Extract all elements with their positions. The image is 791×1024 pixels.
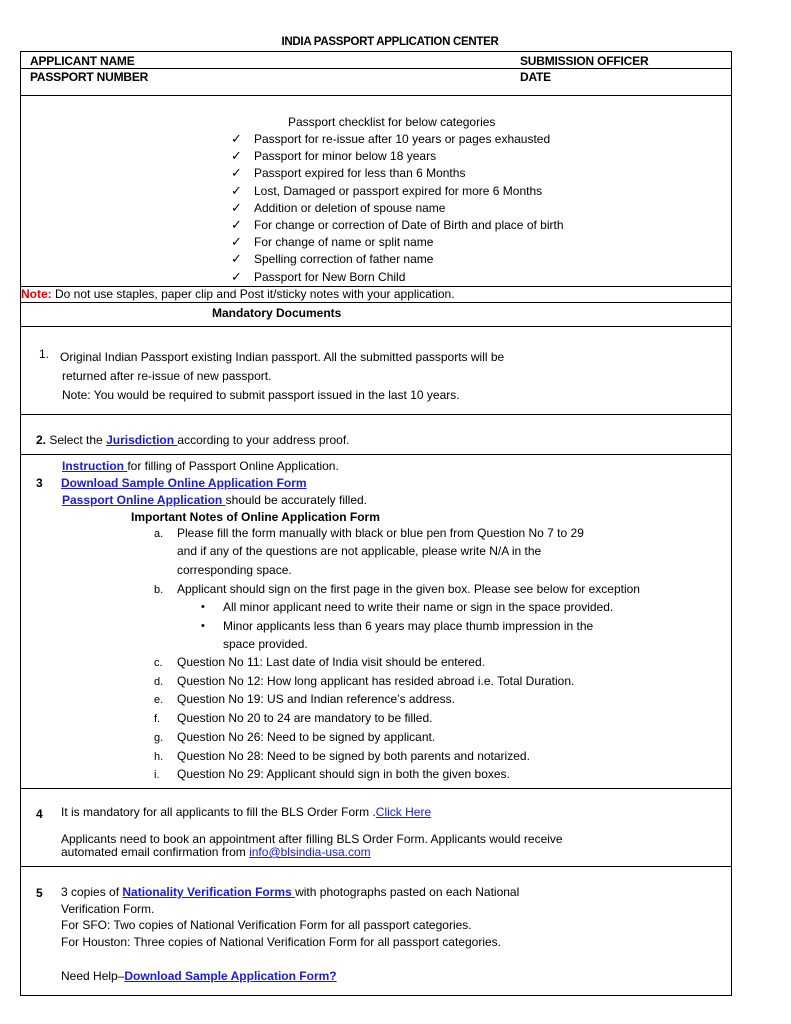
note-letter: g.	[154, 732, 164, 744]
checklist-item: Passport expired for less than 6 Months	[254, 166, 466, 180]
note-b-sub-2-line-1: Minor applicants less than 6 years may place thumb impression in the	[223, 619, 594, 633]
checklist-item: Passport for minor below 18 years	[254, 149, 437, 163]
need-help-line	[61, 969, 337, 983]
item-4-text: It is mandatory for all applicants to fill the BLS Order Form .	[61, 805, 376, 819]
item-2-suffix: according to your address proof.	[177, 433, 350, 447]
email-link[interactable]: info@blsindia-usa.com	[249, 845, 371, 859]
item-5-number: 5	[36, 886, 43, 900]
passport-online-application-link[interactable]: Passport Online Application	[62, 493, 226, 507]
divider	[20, 95, 732, 96]
note-a-letter: a.	[154, 528, 164, 540]
note-text: Question No 11: Last date of India visit should be entered.	[177, 655, 485, 669]
checklist-item: For change of name or split name	[254, 235, 434, 249]
item-5-prefix: 3 copies of	[61, 885, 123, 899]
item-1-line-1: Original Indian Passport existing Indian passport. All the submitted passports will be	[60, 350, 505, 364]
online-application-line	[62, 493, 367, 507]
note-label: Note:	[21, 287, 52, 301]
submission-officer-label: SUBMISSION OFFICER	[520, 54, 649, 68]
item-1-line-3: Note: You would be required to submit passport issued in the last 10 years.	[62, 388, 460, 402]
checkmark-icon: ✓	[231, 148, 242, 163]
note-text: Do not use staples, paper clip and Post it/sticky notes with your application.	[51, 287, 455, 301]
download-sample-application-form-link[interactable]: Download Sample Application Form?	[124, 969, 337, 983]
item-3-number: 3	[36, 476, 43, 490]
note-letter: h.	[154, 751, 164, 763]
passport-number-label: PASSPORT NUMBER	[30, 70, 149, 84]
item-2-number: 2.	[36, 433, 47, 447]
note-text: Question No 26: Need to be signed by applicant.	[177, 730, 436, 744]
divider	[20, 866, 732, 867]
item-4-line-1	[61, 805, 431, 819]
note-line	[21, 287, 455, 301]
item-5-suffix: with photographs pasted on each National	[295, 885, 520, 899]
divider	[20, 454, 732, 455]
checklist-item: Spelling correction of father name	[254, 252, 434, 266]
item-4-number: 4	[36, 807, 43, 821]
checkmark-icon: ✓	[231, 165, 242, 180]
important-notes-heading: Important Notes of Online Application Form	[131, 510, 380, 524]
note-text: Question No 12: How long applicant has resided abroad i.e. Total Duration.	[177, 674, 575, 688]
note-letter: c.	[154, 657, 163, 669]
note-a-line-2: and if any of the questions are not applicable, please write N/A in the	[177, 544, 542, 558]
divider	[20, 302, 732, 303]
bullet-icon: •	[201, 620, 205, 632]
item-1-number: 1.	[39, 347, 50, 361]
checkmark-icon: ✓	[231, 200, 242, 215]
checklist-item: For change or correction of Date of Birth and place of birth	[254, 218, 564, 232]
page-title: INDIA PASSPORT APPLICATION CENTER	[281, 36, 499, 48]
applicant-name-label: APPLICANT NAME	[30, 54, 135, 68]
checklist-item: Addition or deletion of spouse name	[254, 201, 446, 215]
note-text: Question No 28: Need to be signed by both parents and notarized.	[177, 749, 530, 763]
click-here-link[interactable]: Click Here	[375, 805, 432, 819]
checklist-item: Passport for re-issue after 10 years or pages exhausted	[254, 132, 551, 146]
checkmark-icon: ✓	[231, 217, 242, 232]
bullet-icon: •	[201, 601, 205, 613]
note-b-line-1: Applicant should sign on the first page in the given box. Please see below for exception	[177, 582, 640, 596]
checklist-heading: Passport checklist for below categories	[288, 115, 496, 129]
checkmark-icon: ✓	[231, 251, 242, 266]
note-letter: i.	[154, 769, 160, 781]
item-5-line-4: For Houston: Three copies of National Verification Form for all passport categories.	[61, 935, 501, 949]
checkmark-icon: ✓	[231, 183, 242, 198]
note-letter: d.	[154, 676, 164, 688]
item-4-email-prefix: automated email confirmation from	[61, 845, 250, 859]
note-a-line-1: Please fill the form manually with black or blue pen from Question No 7 to 29	[177, 526, 584, 540]
item-4-line-2: Applicants need to book an appointment after filling BLS Order Form. Applicants would receive	[61, 832, 563, 846]
divider	[20, 788, 732, 789]
checkmark-icon: ✓	[231, 131, 242, 146]
note-text: Question No 19: US and Indian reference’s address.	[177, 692, 455, 706]
checkmark-icon: ✓	[231, 234, 242, 249]
note-b-sub-1: All minor applicant need to write their name or sign in the space provided.	[223, 600, 614, 614]
item-1-line-2: returned after re-issue of new passport.	[62, 369, 272, 383]
item-4-line-3	[61, 845, 371, 859]
checkmark-icon: ✓	[231, 269, 242, 284]
checklist-item: Lost, Damaged or passport expired for more 6 Months	[254, 184, 543, 198]
note-text: Question No 20 to 24 are mandatory to be filled.	[177, 711, 433, 725]
item-5-line-2: Verification Form.	[61, 902, 155, 916]
divider	[20, 326, 732, 327]
note-letter: f.	[154, 713, 161, 725]
note-a-line-3: corresponding space.	[177, 563, 292, 577]
need-help-prefix: Need Help–	[61, 969, 125, 983]
divider	[20, 414, 732, 415]
item-5-line-1	[61, 885, 519, 899]
item-2-prefix: Select the	[46, 433, 107, 447]
jurisdiction-link[interactable]: Jurisdiction	[106, 433, 178, 447]
divider	[20, 68, 732, 69]
instruction-link[interactable]: Instruction	[62, 459, 128, 473]
item-2-line	[36, 433, 350, 447]
mandatory-documents-heading: Mandatory Documents	[212, 306, 342, 320]
date-label: DATE	[520, 70, 551, 84]
instruction-line	[62, 459, 339, 473]
instruction-text: for filling of Passport Online Application.	[127, 459, 339, 473]
note-text: Question No 29: Applicant should sign in both the given boxes.	[177, 767, 510, 781]
checklist-item: Passport for New Born Child	[254, 270, 406, 284]
item-5-line-3: For SFO: Two copies of National Verification Form for all passport categories.	[61, 918, 472, 932]
nationality-verification-forms-link[interactable]: Nationality Verification Forms	[122, 885, 296, 899]
note-b-letter: b.	[154, 584, 164, 596]
note-b-sub-2-line-2: space provided.	[223, 637, 308, 651]
download-sample-online-form-link[interactable]: Download Sample Online Application Form	[61, 476, 307, 490]
note-letter: e.	[154, 694, 164, 706]
online-application-text: should be accurately filled.	[225, 493, 367, 507]
